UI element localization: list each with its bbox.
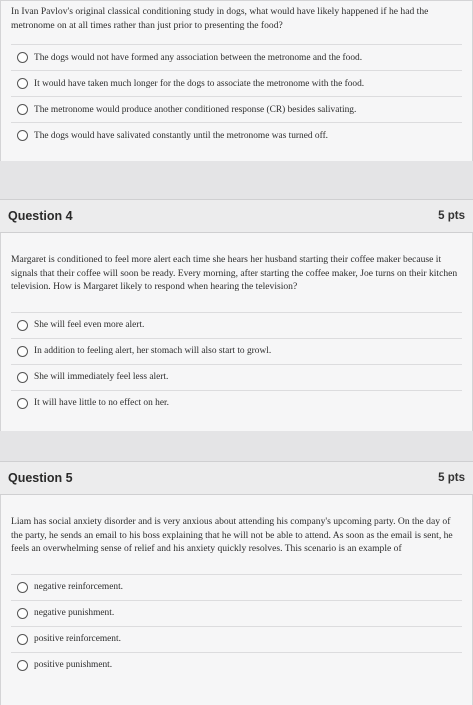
question-3-body bbox=[0, 0, 473, 161]
radio-button[interactable] bbox=[17, 320, 28, 331]
question-divider bbox=[0, 161, 473, 199]
radio-button[interactable] bbox=[17, 346, 28, 357]
question-title: Question 5 bbox=[8, 471, 73, 485]
answer-option[interactable] bbox=[11, 44, 462, 70]
radio-button[interactable] bbox=[17, 52, 28, 63]
answer-label: In addition to feeling alert, her stomach will also start to growl. bbox=[34, 346, 272, 356]
radio-button[interactable] bbox=[17, 660, 28, 671]
answer-option[interactable] bbox=[11, 70, 462, 96]
radio-button[interactable] bbox=[17, 104, 28, 115]
answer-option[interactable] bbox=[11, 338, 462, 364]
question-4-body bbox=[0, 233, 473, 431]
answer-option[interactable] bbox=[11, 312, 462, 338]
question-4-header bbox=[0, 199, 473, 233]
answer-option[interactable] bbox=[11, 574, 462, 600]
radio-button[interactable] bbox=[17, 372, 28, 383]
question-5-prompt: Liam has social anxiety disorder and is very anxious about attending his company's upcoming party. On the day of the party, he sends an email to his boss explaining that he will not be able to attend. As soon as the email is sent, he feels an overwhelming sense of relief and his anxiety quickly resolves. This scenario is an example of bbox=[11, 516, 453, 554]
question-5-header bbox=[0, 461, 473, 495]
radio-button[interactable] bbox=[17, 634, 28, 645]
answer-option[interactable] bbox=[11, 652, 462, 678]
answer-label: The dogs would have salivated constantly until the metronome was turned off. bbox=[34, 130, 329, 141]
question-3-prompt: In Ivan Pavlov's original classical conditioning study in dogs, what would have likely happened if he had the metronome on at all times rather than just prior to presenting the food? bbox=[11, 6, 429, 31]
answer-label: It would have taken much longer for the dogs to associate the metronome with the food. bbox=[34, 78, 365, 89]
answer-label: positive reinforcement. bbox=[34, 634, 121, 644]
answer-label: She will immediately feel less alert. bbox=[34, 372, 169, 382]
question-divider bbox=[0, 431, 473, 461]
question-4-prompt: Margaret is conditioned to feel more alert each time she hears her husband starting their coffee maker because it signals that their coffee will soon be ready. Every morning, after starting the coffee maker, Joe turns on their kitchen television. How is Margaret likely to respond when hearing the television? bbox=[11, 254, 458, 292]
answer-label: The dogs would not have formed any association between the metronome and the food. bbox=[34, 52, 363, 63]
question-points: 5 pts bbox=[438, 472, 465, 484]
answer-option[interactable] bbox=[11, 626, 462, 652]
answer-label: negative reinforcement. bbox=[34, 582, 124, 592]
radio-button[interactable] bbox=[17, 78, 28, 89]
question-points: 5 pts bbox=[438, 210, 465, 222]
question-3-answers bbox=[1, 44, 472, 148]
answer-option[interactable] bbox=[11, 600, 462, 626]
answer-option[interactable] bbox=[11, 390, 462, 416]
answer-label: The metronome would produce another conditioned response (CR) besides salivating. bbox=[34, 104, 357, 115]
answer-option[interactable] bbox=[11, 122, 462, 148]
question-5-answers bbox=[1, 574, 472, 678]
question-4-answers bbox=[1, 312, 472, 416]
answer-label: She will feel even more alert. bbox=[34, 320, 145, 330]
radio-button[interactable] bbox=[17, 582, 28, 593]
question-5-body bbox=[0, 495, 473, 705]
answer-option[interactable] bbox=[11, 364, 462, 390]
radio-button[interactable] bbox=[17, 398, 28, 409]
radio-button[interactable] bbox=[17, 608, 28, 619]
question-title: Question 4 bbox=[8, 209, 73, 223]
answer-label: negative punishment. bbox=[34, 608, 115, 618]
answer-label: It will have little to no effect on her. bbox=[34, 398, 169, 408]
answer-label: positive punishment. bbox=[34, 660, 113, 670]
radio-button[interactable] bbox=[17, 130, 28, 141]
answer-option[interactable] bbox=[11, 96, 462, 122]
